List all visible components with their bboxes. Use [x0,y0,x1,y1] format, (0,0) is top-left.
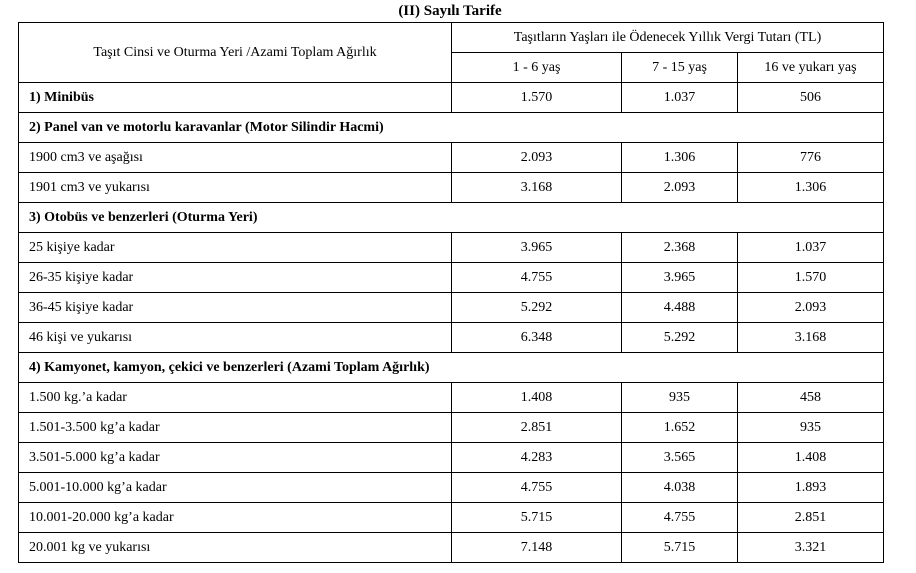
table-row [19,383,884,413]
value-age-16-plus: 776 [738,143,884,173]
value-age-16-plus: 1.893 [738,473,884,503]
value-age-7-15: 1.306 [622,143,738,173]
table-row [19,233,884,263]
table-title: (II) Sayılı Tarife [398,3,502,19]
value-age-16-plus: 1.408 [738,443,884,473]
value-age-7-15: 5.292 [622,323,738,353]
value-age-1-6: 4.283 [452,443,622,473]
table-row [19,473,884,503]
row-label: 1900 cm3 ve aşağısı [19,143,452,173]
row-label: 26-35 kişiye kadar [19,263,452,293]
table-row [19,323,884,353]
value-age-1-6: 1.408 [452,383,622,413]
section-heading: 3) Otobüs ve benzerleri (Oturma Yeri) [19,203,884,233]
value-age-16-plus: 2.851 [738,503,884,533]
section-heading: 4) Kamyonet, kamyon, çekici ve benzerleri (Azami Toplam Ağırlık) [19,353,884,383]
header-age-1-6: 1 - 6 yaş [452,53,622,83]
table-row [19,533,884,563]
row-label: 1.501-3.500 kg’a kadar [19,413,452,443]
value-age-1-6: 7.148 [452,533,622,563]
value-age-1-6: 5.715 [452,503,622,533]
value-age-1-6: 2.851 [452,413,622,443]
value-age-1-6: 3.168 [452,173,622,203]
value-age-16-plus: 2.093 [738,293,884,323]
row-label: 1) Minibüs [19,83,452,113]
value-age-16-plus: 3.321 [738,533,884,563]
row-label: 25 kişiye kadar [19,233,452,263]
row-label: 20.001 kg ve yukarısı [19,533,452,563]
table-row [19,173,884,203]
value-age-16-plus: 3.168 [738,323,884,353]
value-age-7-15: 2.368 [622,233,738,263]
header-age-16-plus: 16 ve yukarı yaş [738,53,884,83]
row-label: 36-45 kişiye kadar [19,293,452,323]
value-age-1-6: 3.965 [452,233,622,263]
value-age-1-6: 5.292 [452,293,622,323]
header-vehicle-type: Taşıt Cinsi ve Oturma Yeri /Azami Toplam Ağırlık [19,23,452,83]
header-age-7-15: 7 - 15 yaş [622,53,738,83]
value-age-7-15: 4.755 [622,503,738,533]
section-row-kamyonet [19,353,884,383]
header-tax-amount-group: Taşıtların Yaşları ile Ödenecek Yıllık Vergi Tutarı (TL) [452,23,884,53]
value-age-1-6: 1.570 [452,83,622,113]
value-age-16-plus: 1.306 [738,173,884,203]
value-age-16-plus: 1.570 [738,263,884,293]
value-age-7-15: 5.715 [622,533,738,563]
header-row-top [19,23,884,53]
row-label: 3.501-5.000 kg’a kadar [19,443,452,473]
value-age-7-15: 3.965 [622,263,738,293]
row-label: 46 kişi ve yukarısı [19,323,452,353]
value-age-1-6: 2.093 [452,143,622,173]
value-age-16-plus: 506 [738,83,884,113]
value-age-16-plus: 458 [738,383,884,413]
section-row-panelvan [19,113,884,143]
value-age-7-15: 4.488 [622,293,738,323]
row-label: 1.500 kg.’a kadar [19,383,452,413]
value-age-16-plus: 1.037 [738,233,884,263]
value-age-1-6: 4.755 [452,473,622,503]
table-row [19,443,884,473]
table-row [19,413,884,443]
value-age-7-15: 2.093 [622,173,738,203]
value-age-7-15: 1.037 [622,83,738,113]
tax-tariff-table [18,22,884,563]
value-age-7-15: 935 [622,383,738,413]
value-age-7-15: 4.038 [622,473,738,503]
table-row-minibus [19,83,884,113]
table-row [19,293,884,323]
table-row [19,503,884,533]
table-row [19,143,884,173]
section-heading: 2) Panel van ve motorlu karavanlar (Motor Silindir Hacmi) [19,113,884,143]
section-row-otobus [19,203,884,233]
value-age-1-6: 4.755 [452,263,622,293]
row-label: 5.001-10.000 kg’a kadar [19,473,452,503]
value-age-16-plus: 935 [738,413,884,443]
value-age-1-6: 6.348 [452,323,622,353]
row-label: 1901 cm3 ve yukarısı [19,173,452,203]
value-age-7-15: 1.652 [622,413,738,443]
row-label: 10.001-20.000 kg’a kadar [19,503,452,533]
table-row [19,263,884,293]
value-age-7-15: 3.565 [622,443,738,473]
